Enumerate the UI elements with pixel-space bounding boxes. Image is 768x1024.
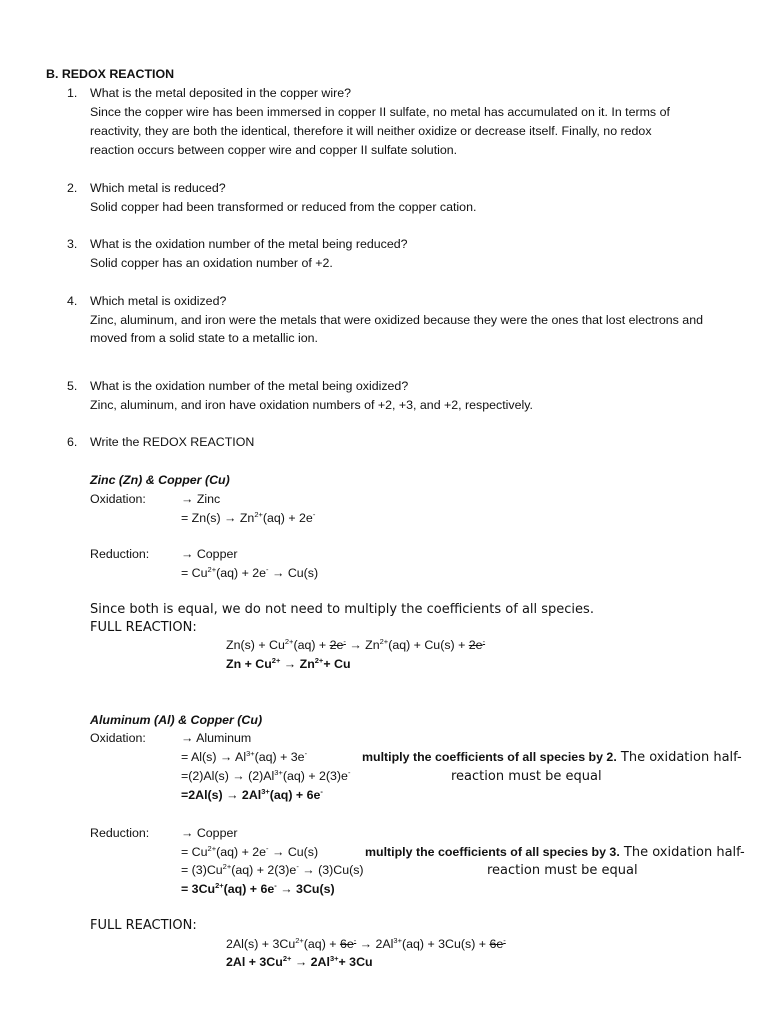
aluminum-reduction-note-bold: multiply the coefficients of all species by 3. xyxy=(365,845,620,859)
q3-number: 3. xyxy=(67,237,78,251)
zinc-reduction-arrow: → Copper xyxy=(181,547,238,561)
q6-question: Write the REDOX REACTION xyxy=(90,435,255,449)
aluminum-reduction-label: Reduction: xyxy=(90,826,150,840)
q1-answer-line1: Since the copper wire has been immersed in copper II sulfate, no metal has accumulated on it. In terms of xyxy=(90,105,670,119)
aluminum-reduction-arrow: → Copper xyxy=(181,826,238,840)
zinc-full-reaction-label: FULL REACTION: xyxy=(90,620,197,635)
aluminum-oxidation-note-rest: The oxidation half- xyxy=(616,750,742,765)
q2-number: 2. xyxy=(67,181,78,195)
aluminum-reduction-eq2: = $(3)Cu^{2+}(aq) + 2(3)e^- \to (3)Cu(s)$ xyxy=(181,862,364,877)
aluminum-reduction-note-line2: reaction must be equal xyxy=(487,863,638,878)
aluminum-reduction-eq1: = $Cu^{2+}(aq) + 2e^- \to Cu(s)$ xyxy=(181,844,319,859)
q4-answer-line2: moved from a solid state to a metallic ion. xyxy=(90,331,318,345)
zinc-oxidation-arrow: → Zinc xyxy=(181,492,221,506)
zinc-copper-heading: Zinc (Zn) & Copper (Cu) xyxy=(90,473,230,487)
aluminum-reduction-eq3: = $3Cu^{2+}(aq) + 6e^- \to 3Cu(s)$ xyxy=(181,881,335,896)
aluminum-oxidation-eq3: $=2Al(s) \to 2Al^{3+}(aq) + 6e^-$ xyxy=(181,787,323,802)
zinc-equal-note: Since both is equal, we do not need to multiply the coefficients of all species. xyxy=(90,602,594,617)
q1-question: What is the metal deposited in the copper wire? xyxy=(90,86,352,100)
q1-number: 1. xyxy=(67,86,78,100)
aluminum-reduction-note-rest: The oxidation half- xyxy=(619,845,745,860)
aluminum-full-reaction-equation: $2Al(s) + 3Cu^{2+}(aq) + 6e^- \to 2Al^{3+}(aq) + 3Cu(s) + 6e^-$ xyxy=(226,936,506,951)
aluminum-oxidation-note xyxy=(362,748,742,767)
q1-answer-line2: reactivity, they are both the identical, therefore it will neither oxidize or decrease itself. Finally, no redox xyxy=(90,124,652,138)
q4-question: Which metal is oxidized? xyxy=(90,294,227,308)
zinc-net-reaction: $Zn + Cu^{2+} \to Zn^{2+}+ Cu$ xyxy=(226,656,351,671)
q6-number: 6. xyxy=(67,435,78,449)
zinc-reduction-label: Reduction: xyxy=(90,547,150,561)
q2-answer: Solid copper had been transformed or reduced from the copper cation. xyxy=(90,200,477,214)
q5-number: 5. xyxy=(67,379,78,393)
q2-question: Which metal is reduced? xyxy=(90,181,226,195)
aluminum-oxidation-note-bold: multiply the coefficients of all species by 2. xyxy=(362,750,617,764)
q3-answer: Solid copper has an oxidation number of +2. xyxy=(90,256,333,270)
q5-answer: Zinc, aluminum, and iron have oxidation numbers of +2, +3, and +2, respectively. xyxy=(90,398,533,412)
aluminum-net-reaction: $2Al + 3Cu^{2+} \to 2Al^{3+}+ 3Cu$ xyxy=(226,954,373,969)
aluminum-oxidation-arrow: → Aluminum xyxy=(181,731,252,745)
zinc-reduction-equation: = $Cu^{2+}(aq) + 2e^- \to Cu(s)$ xyxy=(181,565,319,580)
zinc-oxidation-label: Oxidation: xyxy=(90,492,146,506)
zinc-full-reaction-equation: $Zn(s) + Cu^{2+}(aq) + 2e^- \to Zn^{2+}(aq) + Cu(s) + 2e^-$ xyxy=(226,637,486,652)
q3-question: What is the oxidation number of the metal being reduced? xyxy=(90,237,408,251)
section-title: B. REDOX REACTION xyxy=(46,67,175,81)
q4-answer-line1: Zinc, aluminum, and iron were the metals that were oxidized because they were the ones that lost electrons and xyxy=(90,313,703,327)
q1-answer-line3: reaction occurs between copper wire and copper II sulfate solution. xyxy=(90,143,458,157)
aluminum-copper-heading: Aluminum (Al) & Copper (Cu) xyxy=(90,713,263,727)
aluminum-full-reaction-label: FULL REACTION: xyxy=(90,918,197,933)
aluminum-reduction-note xyxy=(365,843,745,862)
aluminum-oxidation-eq1: = $Al(s) \to Al^{3+}(aq) + 3e^-$ xyxy=(181,749,308,764)
aluminum-oxidation-label: Oxidation: xyxy=(90,731,146,745)
q4-number: 4. xyxy=(67,294,78,308)
aluminum-oxidation-eq2: $=(2)Al(s) \to (2)Al^{3+}(aq) + 2(3)e^-$ xyxy=(181,768,351,783)
zinc-oxidation-equation: = $Zn(s) \to Zn^{2+}(aq) + 2e^-$ xyxy=(181,510,316,525)
aluminum-oxidation-note-line2: reaction must be equal xyxy=(451,769,602,784)
q5-question: What is the oxidation number of the metal being oxidized? xyxy=(90,379,409,393)
